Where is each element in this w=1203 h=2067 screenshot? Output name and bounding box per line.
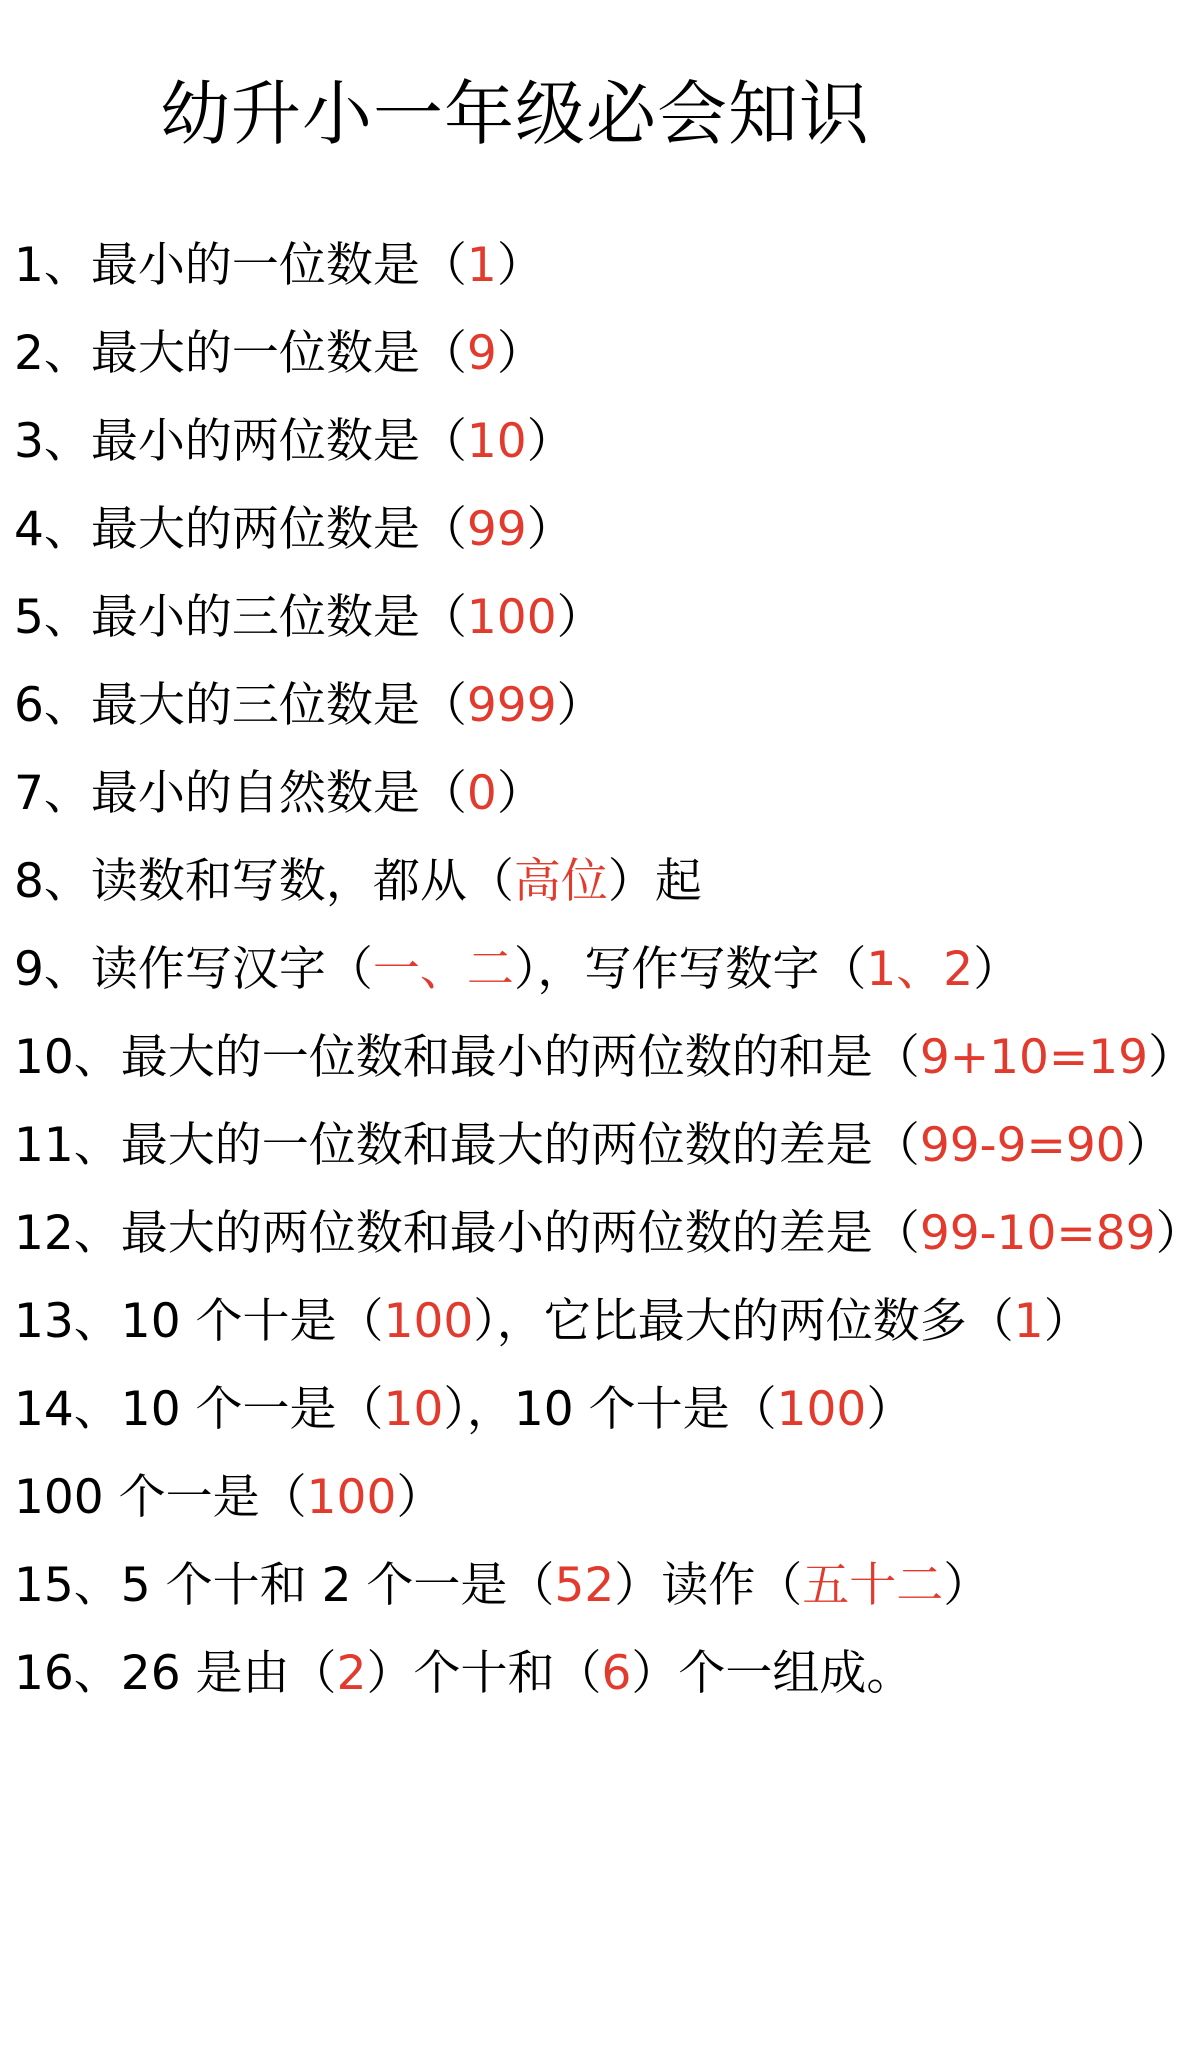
- question-text: ）: [496, 238, 544, 293]
- question-text: 4、最大的两位数是（: [14, 502, 467, 557]
- list-item: [14, 675, 1174, 763]
- answer-text: 0: [466, 766, 497, 821]
- question-text: ）个十和（: [366, 1646, 602, 1701]
- list-item: [14, 411, 1174, 499]
- question-text: 10、最大的一位数和最小的两位数的和是（: [14, 1030, 920, 1085]
- answer-text: 2: [336, 1646, 367, 1701]
- answer-text: 9+10=19: [919, 1030, 1149, 1085]
- answer-text: 99-10=89: [919, 1206, 1156, 1261]
- answer-text: 6: [601, 1646, 632, 1701]
- answer-text: 10: [466, 414, 527, 469]
- answer-text: 99: [466, 502, 527, 557]
- question-text: 5、最小的三位数是（: [14, 590, 467, 645]
- question-text: 14、10 个一是（: [14, 1382, 384, 1437]
- answer-text: 99-9=90: [919, 1118, 1126, 1173]
- answer-text: 100: [776, 1382, 867, 1437]
- question-text: ）读作（: [614, 1558, 803, 1613]
- list-item: [14, 235, 1174, 323]
- question-text: ）起: [607, 854, 702, 909]
- answer-text: 9: [466, 326, 497, 381]
- question-text: ）: [496, 326, 544, 381]
- answer-text: 1: [466, 238, 497, 293]
- question-text: 12、最大的两位数和最小的两位数的差是（: [14, 1206, 920, 1261]
- question-text: ），10 个十是（: [443, 1382, 777, 1437]
- list-item: [14, 1643, 1174, 1731]
- list-item: [14, 1115, 1174, 1203]
- question-text: 11、最大的一位数和最大的两位数的差是（: [14, 1118, 920, 1173]
- question-text: 100 个一是（: [14, 1470, 307, 1525]
- knowledge-list: [14, 235, 1203, 1731]
- list-item: [14, 1467, 1174, 1555]
- question-text: ）: [1148, 1030, 1196, 1085]
- question-text: 13、10 个十是（: [14, 1294, 384, 1349]
- list-item: [14, 499, 1174, 587]
- answer-text: 52: [554, 1558, 615, 1613]
- answer-text: 1、2: [866, 942, 974, 997]
- answer-text: 1: [1013, 1294, 1044, 1349]
- question-text: 1、最小的一位数是（: [14, 238, 467, 293]
- list-item: [14, 323, 1174, 411]
- question-text: ）: [1125, 1118, 1173, 1173]
- question-text: ）: [526, 502, 574, 557]
- list-item: [14, 1203, 1203, 1291]
- question-text: 16、26 是由（: [14, 1646, 337, 1701]
- question-text: ）: [396, 1470, 444, 1525]
- question-text: 7、最小的自然数是（: [14, 766, 467, 821]
- question-text: 3、最小的两位数是（: [14, 414, 467, 469]
- question-text: 6、最大的三位数是（: [14, 678, 467, 733]
- answer-text: 10: [383, 1382, 444, 1437]
- question-text: 9、读作写汉字（: [14, 942, 373, 997]
- question-text: ）: [526, 414, 574, 469]
- answer-text: 五十二: [802, 1558, 944, 1613]
- page-title: 幼升小一年级必会知识: [160, 73, 870, 155]
- question-text: 15、5 个十和 2 个一是（: [14, 1558, 555, 1613]
- question-text: ）: [866, 1382, 914, 1437]
- question-text: ）: [556, 590, 604, 645]
- answer-text: 999: [466, 678, 557, 733]
- answer-text: 100: [306, 1470, 397, 1525]
- answer-text: 100: [383, 1294, 474, 1349]
- answer-text: 100: [466, 590, 557, 645]
- list-item: [14, 1379, 1174, 1467]
- question-text: ）: [943, 1558, 991, 1613]
- answer-text: 一、二: [372, 942, 514, 997]
- list-item: [14, 763, 1174, 851]
- list-item: [14, 1027, 1196, 1115]
- question-text: 8、读数和写数，都从（: [14, 854, 514, 909]
- question-text: 2、最大的一位数是（: [14, 326, 467, 381]
- question-text: ），它比最大的两位数多（: [473, 1294, 1014, 1349]
- question-text: ）个一组成。: [631, 1646, 914, 1701]
- list-item: [14, 851, 1174, 939]
- list-item: [14, 1555, 1174, 1643]
- question-text: ）: [1043, 1294, 1091, 1349]
- question-text: ），写作写数字（: [513, 942, 867, 997]
- answer-text: 高位: [513, 854, 608, 909]
- list-item: [14, 939, 1174, 1027]
- list-item: [14, 587, 1174, 675]
- question-text: ）: [973, 942, 1021, 997]
- list-item: [14, 1291, 1174, 1379]
- question-text: ）: [496, 766, 544, 821]
- question-text: ）: [1155, 1206, 1203, 1261]
- question-text: ）: [556, 678, 604, 733]
